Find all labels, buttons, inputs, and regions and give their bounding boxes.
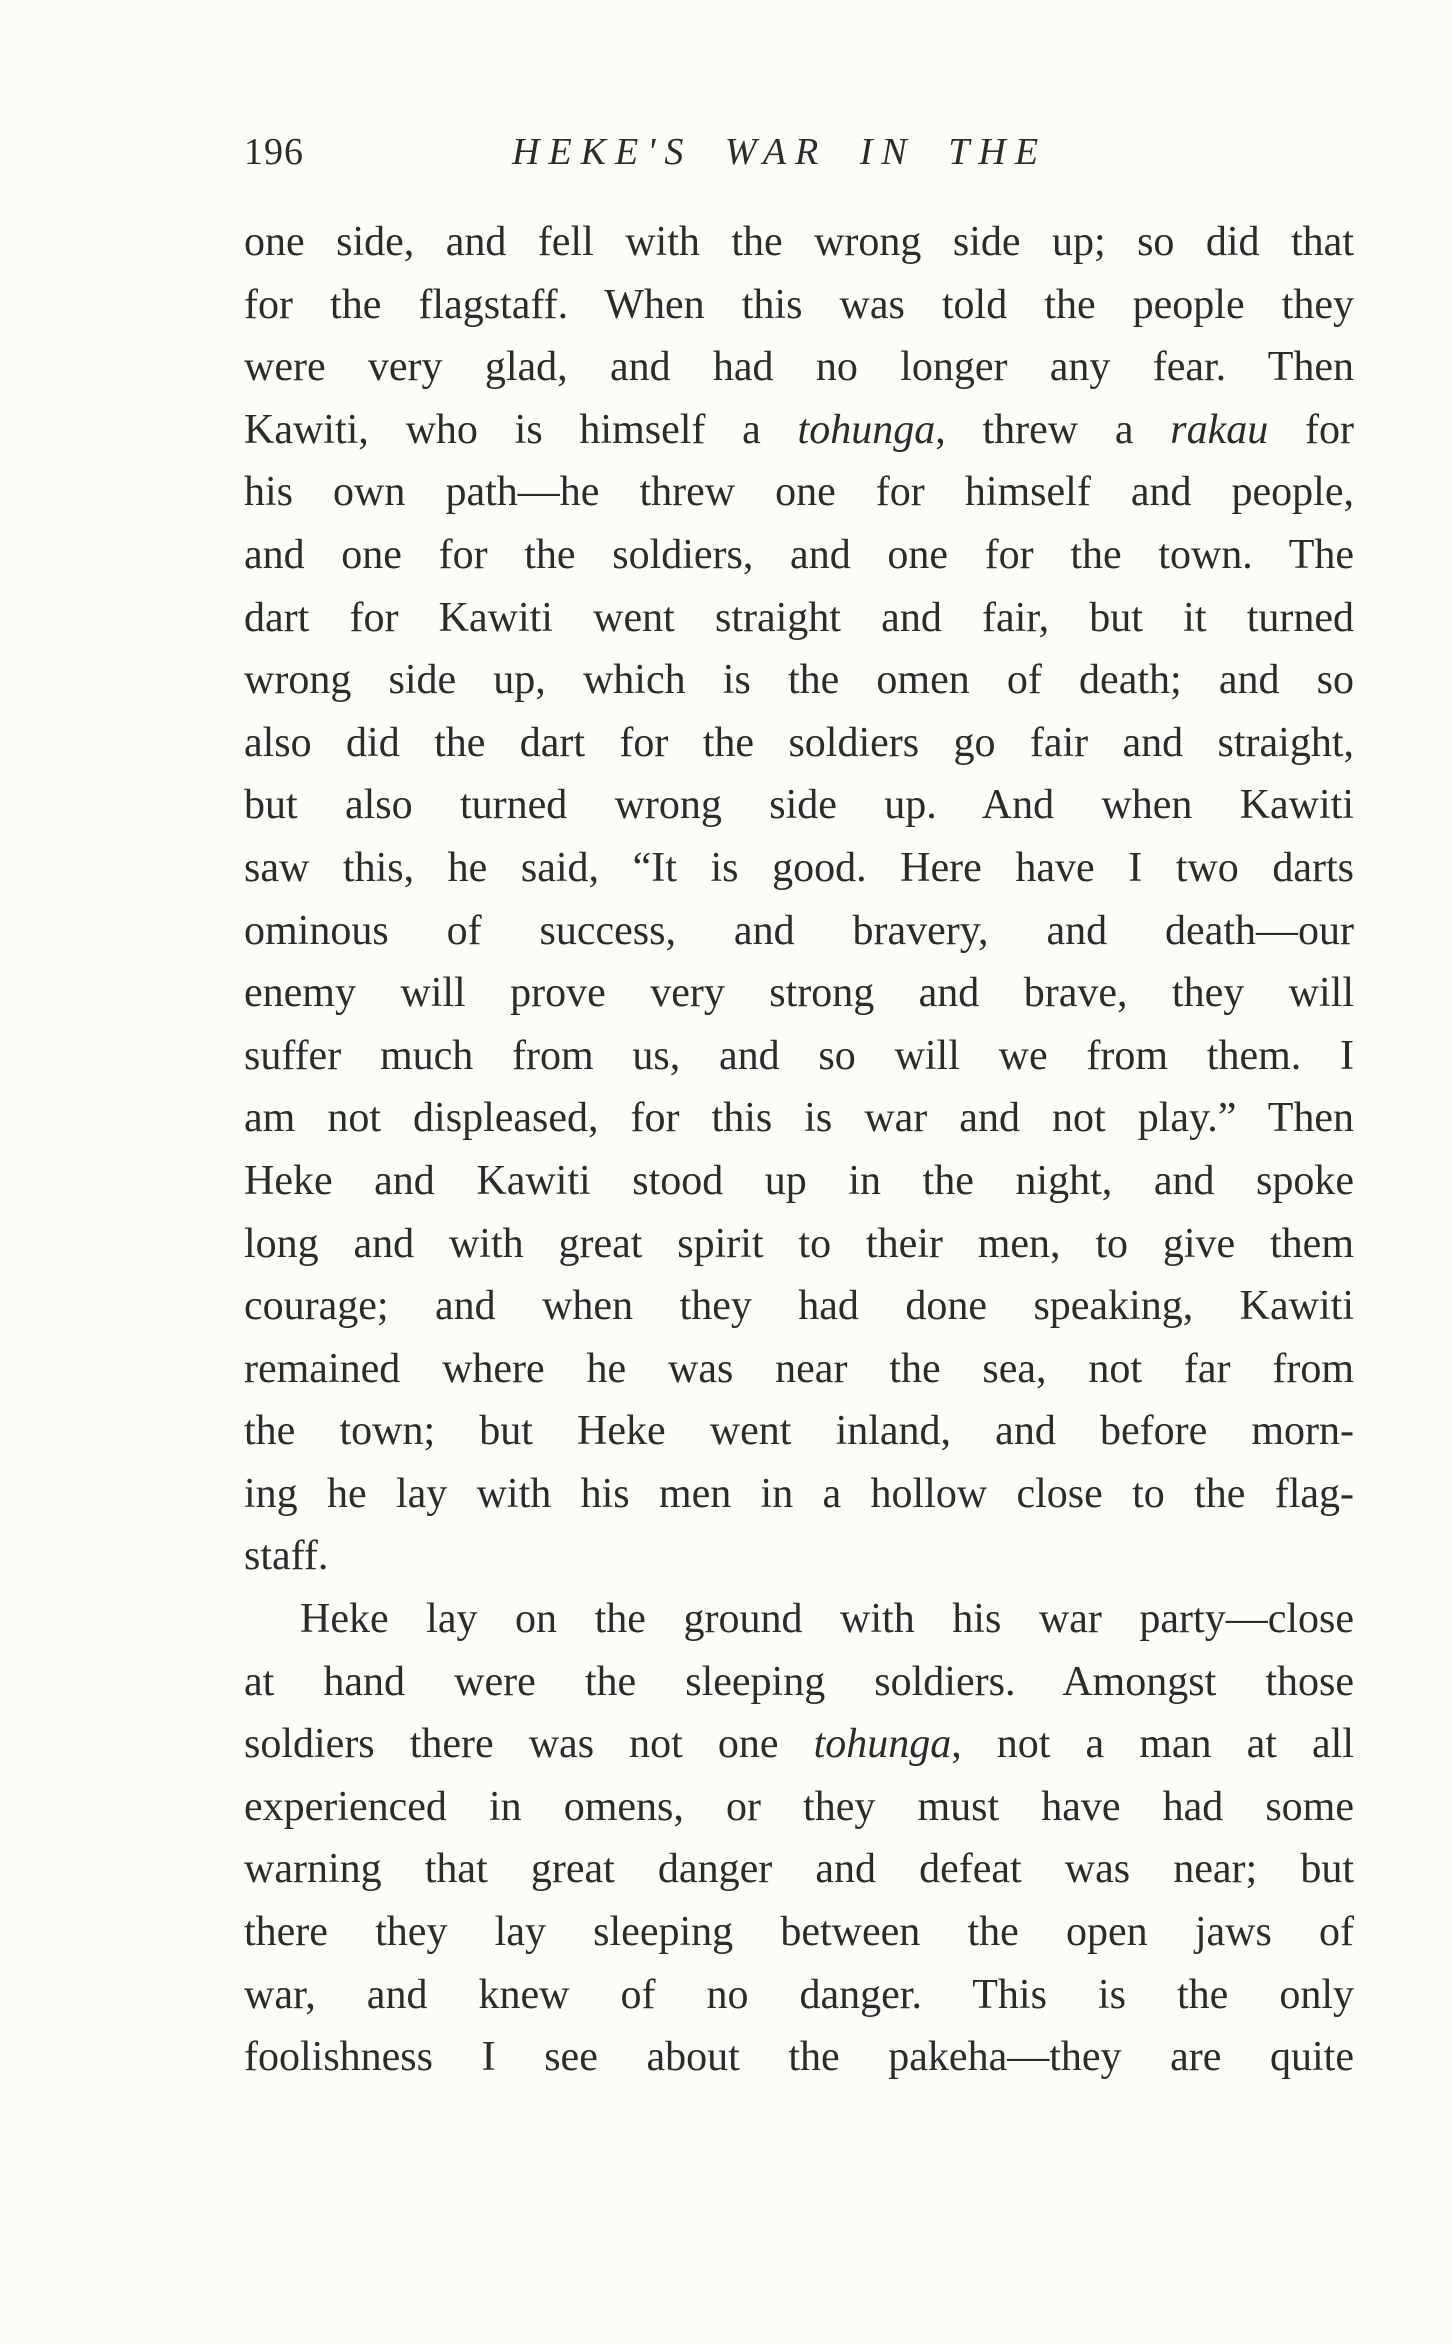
- text-line: ominous of success, and bravery, and death—our: [244, 907, 1354, 954]
- text-line: at hand were the sleeping soldiers. Amongst those: [244, 1658, 1354, 1705]
- text-line: ing he lay with his men in a hollow close to the flag-: [244, 1470, 1354, 1517]
- text-line: dart for Kawiti went straight and fair, but it turned: [244, 594, 1354, 641]
- text-line: staff.: [244, 1533, 329, 1580]
- italic-term: tohunga: [797, 406, 936, 453]
- page-number: 196: [244, 131, 304, 173]
- text-line: warning that great danger and defeat was near; but: [244, 1846, 1354, 1893]
- text-line: for the flagstaff. When this was told the people they: [244, 281, 1354, 328]
- text-line: one side, and fell with the wrong side up; so did that: [244, 219, 1354, 265]
- text-line: saw this, he said, “It is good. Here have I two darts: [244, 844, 1354, 891]
- paragraph-1: [244, 211, 1354, 1588]
- text-line: and one for the soldiers, and one for the town. The: [244, 531, 1354, 578]
- text-line: foolishness I see about the pakeha—they are quite: [244, 2034, 1354, 2081]
- text-line: Heke and Kawiti stood up in the night, and spoke: [244, 1157, 1354, 1204]
- text-line: there they lay sleeping between the open jaws of: [244, 1909, 1354, 1956]
- text-line: Kawiti, who is himself a tohunga, threw a rakau for: [244, 406, 1354, 453]
- text-line: suffer much from us, and so will we from them. I: [244, 1032, 1354, 1079]
- page-header: [244, 130, 1354, 190]
- running-head: HEKE'S WAR IN THE: [512, 131, 1048, 173]
- text-line: also did the dart for the soldiers go fair and straight,: [244, 719, 1354, 766]
- text-line: soldiers there was not one tohunga, not a man at all: [244, 1721, 1354, 1768]
- italic-term: rakau: [1170, 406, 1269, 453]
- italic-term: tohunga: [813, 1721, 952, 1768]
- text-line: am not displeased, for this is war and not play.” Then: [244, 1095, 1354, 1142]
- text-line: experienced in omens, or they must have had some: [244, 1783, 1354, 1830]
- text-line: but also turned wrong side up. And when Kawiti: [244, 782, 1354, 829]
- body-text: [244, 211, 1354, 2089]
- text-line: war, and knew of no danger. This is the only: [244, 1971, 1354, 2018]
- text-line: were very glad, and had no longer any fear. Then: [244, 344, 1354, 391]
- text-line: the town; but Heke went inland, and before morn-: [244, 1408, 1354, 1455]
- text-line: courage; and when they had done speaking, Kawiti: [244, 1283, 1354, 1330]
- text-line: Heke lay on the ground with his war party—close: [300, 1596, 1354, 1643]
- text-line: wrong side up, which is the omen of death; and so: [244, 657, 1354, 704]
- text-line: his own path—he threw one for himself and people,: [244, 469, 1354, 516]
- paragraph-2: [244, 1588, 1354, 2089]
- text-line: long and with great spirit to their men, to give them: [244, 1220, 1354, 1267]
- text-line: remained where he was near the sea, not far from: [244, 1345, 1354, 1392]
- text-line: enemy will prove very strong and brave, they will: [244, 970, 1354, 1017]
